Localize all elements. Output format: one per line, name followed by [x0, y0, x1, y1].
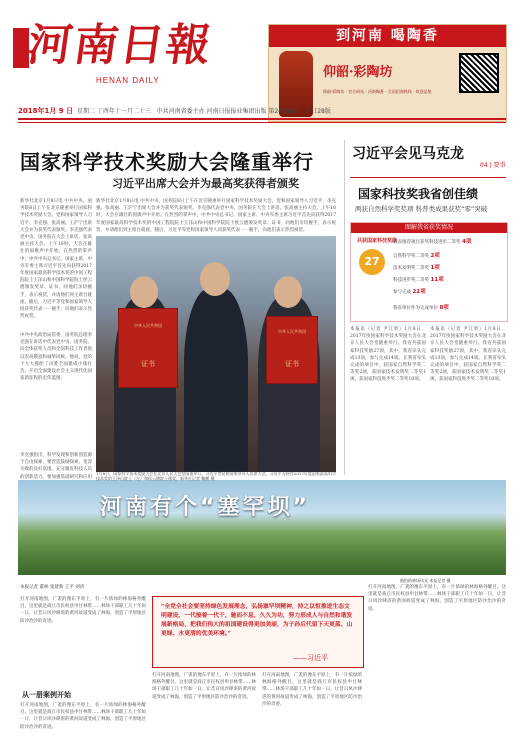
person-right-head [274, 276, 302, 308]
ad-slogan: 到河南 喝陶香 [269, 25, 506, 47]
side-rule [350, 177, 506, 178]
pull-quote-attribution: ——习近平 [293, 654, 328, 662]
feature-subtitle: 从一册案例开始 [22, 690, 71, 699]
lead-subhead: 习近平出席大会并为最高奖获得者颁奖 [112, 177, 299, 190]
issue-info: 中共河南省委主办 河南日报报业集团出版 第24298号 [156, 108, 300, 115]
feature-body-col4: 打开河南地图，广袤的豫东平原上，有一片浓绿的林海格外醒目。这里就是商丘市民权县申甘林带……林场干部职工几十年如一日，让昔日风沙肆虐的黄河故道变成了林海，创造了平原地区防沙治沙的奇迹。 [368, 585, 506, 612]
side-body-col1: 本报讯（记者 尹江勇）1月8日，2017年度国家科学技术奖励大会在北京人民大会堂隆重举行。我省共获国家科技奖励27项，其中，我省牵头完成13项，参与完成14项。在我省牵头完成的项目中，获国家自然科学奖二等奖2项，获国家技术发明奖二等奖1项，获国家科技进步奖二等奖10项。 [350, 327, 426, 383]
lead-photo [96, 236, 336, 481]
lead-headline[interactable]: 国家科学技术奖励大会隆重举行 [20, 150, 314, 174]
lead-body-col1b: 中共中央政治局常委、国务院总理李克强在讲话中代表党中央、国务院，向全体获奖人员和全国科技工作者致以崇高敬意和诚挚问候。他说，党的十九大描绘了决胜全面建成小康社会、开启全面建设社会主义现代化国家新征程的宏伟蓝图。 [20, 333, 92, 382]
certificate-left-title: 中华人民共和国 [134, 323, 162, 328]
feature-body-col3: 打开河南地图，广袤的豫东平原上，有一片浓绿的林海格外醒目。这里就是商丘市民权县申甘林带……林场干部职工几十年如一日，让昔日风沙肆虐的黄河故道变成了林海，创造了平原地区防沙治沙的奇迹。 [262, 673, 362, 707]
certificate-left-label: 证书 [141, 360, 155, 368]
masthead [0, 0, 523, 120]
pull-quote-text: “全党全社会要坚持绿色发展理念，弘扬塞罕坝精神，持之以恒推进生态文明建设，一代接着一代干，驰而不息，久久为功，努力形成人与自然和谐发展新格局，把我们伟大的祖国建设得更加美丽，为子孙后代留下天更蓝、山更绿、水更清的优美环境。” [161, 604, 353, 637]
lead-body-top: 新华社北京1月8日电 中共中央、国务院8日上午在北京隆重举行国家科学技术奖励大会。党和国家领导人习近平、李克强、张高丽、王沪宁出席大会并为获奖代表颁奖。李克强代表党中央、国务院在大会上讲话。张高丽主持大会。上午10时，大会在雄壮的国歌声中开始。在热烈的掌声中，中共中央总书记、国家主席、中央军委主席习近平首先向获得2017年度国家最高科学技术奖的中国工程院院士王泽山和中国科学院院士侯云德颁发奖章、证书，同他们亲切握手，表示祝贺，并请他们到主席台就座。随后，习近平等党和国家领导人同获奖代表一一握手，向他们表示热烈祝贺。 [96, 199, 336, 233]
ad-brand: 仰韶·彩陶坊 [323, 65, 393, 80]
newspaper-logo: 河南日報 [24, 20, 216, 71]
feature-body-col2: 打开河南地图，广袤的豫东平原上，有一片浓绿的林海格外醒目。这里就是商丘市民权县申甘林带……林场干部职工几十年如一日，让昔日风沙肆虐的黄河故道变成了林海，创造了平原地区防沙治沙的奇迹。 [152, 673, 256, 700]
side-headline-1-tag[interactable]: 04 | 要事 [480, 162, 506, 169]
stat-line-4: 参与完成 22项 [393, 289, 426, 295]
side-subhead-2: 两获自然科学奖奖项 科普类成果获奖“零”突破 [355, 205, 488, 213]
feature-body-col1: 打开河南地图，广袤的豫东平原上，有一片浓绿的林海格外醒目。这里就是商丘市民权县申甘林带……林场干部职工几十年如一日，让昔日风沙肆虐的黄河故道变成了林海，创造了平原地区防沙治沙的奇迹。 [20, 597, 146, 624]
header-rule-thin [18, 122, 506, 123]
qr-code-icon [459, 53, 499, 93]
person-left-head [130, 276, 158, 308]
column-divider [344, 140, 345, 475]
feature-body-col1b: 打开河南地图，广袤的豫东平原上，有一片浓绿的林海格外醒目。这里就是商丘市民权县申甘林带……林场干部职工几十年如一日，让昔日风沙肆虐的黄河故道变成了林海，创造了平原地区防沙治沙的奇迹。 [20, 703, 146, 730]
stat-line-1: 自然科学奖二等奖 2项 [393, 253, 440, 259]
feature-byline: 本报记者 董林 张建新 王平 刘涛 [20, 585, 85, 590]
lead-body-col1c: 李克强指出，科学发现和创新创造源于自由探索，要营造鼓励探索、宽容失败的良好氛围，充分激发科技人员的创新活力。要加强基础研究和应用 [20, 453, 92, 480]
side-body-col2: 本报讯（记者 尹江勇）1月8日，2017年度国家科学技术奖励大会在北京人民大会堂隆重举行。我省共获国家科技奖励27项，其中，我省牵头完成13项，参与完成14项。在我省牵头完成的项目中，获国家自然科学奖二等奖2项，获国家技术发明奖二等奖1项，获国家科技进步奖二等奖10项。 [430, 327, 506, 383]
lead-body-col1: 新华社北京1月8日电 中共中央、国务院8日上午在北京隆重举行国家科学技术奖励大会。党和国家领导人习近平、李克强、张高丽、王沪宁出席大会并为获奖代表颁奖。李克强代表党中央、国务院在大会上讲话。张高丽主持大会。上午10时，大会在雄壮的国歌声中开始。在热烈的掌声中，中共中央总书记、国家主席、中央军委主席习近平首先向获得2017年度国家最高科学技术奖的中国工程院院士王泽山和中国科学院院士侯云德颁发奖章、证书，同他们亲切握手，表示祝贺，并请他们到主席台就座。随后，习近平等党和国家领导人同获奖代表一一握手，向他们表示热烈祝贺。 [20, 199, 92, 320]
trophy-icon: 27 [359, 249, 385, 275]
weekday-lunar: 星期二 丁酉年十一月二十三 [76, 108, 151, 115]
side-headline-2[interactable]: 国家科技奖我省创佳绩 [358, 187, 479, 201]
stat-line-2: 技术发明奖二等奖 1项 [393, 265, 440, 271]
infographic-label: 共获国家科技奖励 [357, 238, 398, 244]
dateline [18, 106, 508, 116]
header-rule [18, 118, 506, 120]
infographic-title: 图解我省获奖情况 [351, 223, 507, 233]
lead-photo-caption: 1月8日，国家科学技术奖励大会在北京人民大会堂隆重举行。习近平等党和国家领导人出席大会。习近平为获得2017年度国家最高科学技术奖的王泽山院士（左）和侯云德院士颁奖。新华社记者 鞠鹏 摄 [96, 471, 336, 481]
banner-headline[interactable]: 河南有个“塞罕坝” [100, 495, 310, 520]
person-center-head [200, 262, 230, 296]
certificate-right-title: 中华人民共和国 [278, 329, 306, 334]
newspaper-logo-en: HENAN DAILY [96, 76, 160, 85]
stat-line-0: 我省推荐项目获奖科技进步二等奖 4项 [393, 239, 472, 245]
edition-count: 今日28版 [305, 108, 331, 115]
person-center [184, 288, 248, 478]
banner-caption: 航拍的林场风光 本报记者 摄 [400, 578, 451, 583]
stat-line-5: 我省单位作为完成单位 8项 [393, 305, 449, 311]
side-headline-1[interactable]: 习近平会见马克龙 [352, 146, 464, 162]
certificate-left [118, 308, 178, 388]
certificate-right [266, 316, 318, 384]
certificate-right-label: 证书 [285, 360, 299, 368]
infographic-box [350, 222, 508, 322]
ad-body: 仰韶·彩陶坊 · 官方网站 · 河南陶香 · 全国招商热线 · 欢迎品鉴 [323, 89, 432, 94]
pull-quote-box [152, 596, 364, 668]
stat-line-3: 科技进步奖二等奖 11项 [393, 277, 444, 283]
issue-date: 2018年1月 9 日 [18, 107, 74, 115]
